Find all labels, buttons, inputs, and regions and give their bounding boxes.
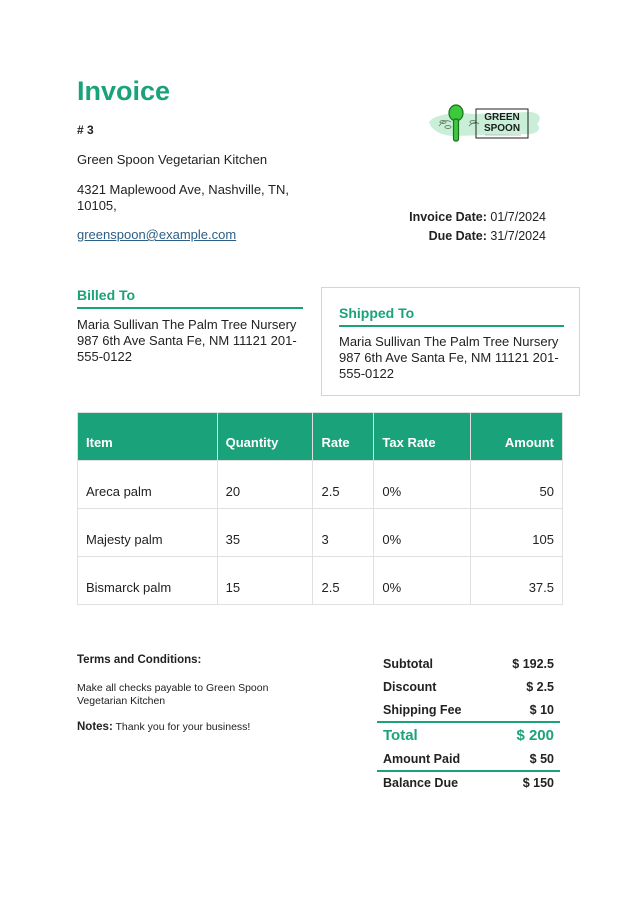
shipped-to-address: Maria Sullivan The Palm Tree Nursery 987 6th Ave Santa Fe, NM 11121 201-555-0122 [339,334,559,381]
col-header-tax-rate: Tax Rate [374,413,471,461]
discount-value: $ 2.5 [526,680,554,694]
cell-item: Majesty palm [78,509,218,557]
company-email-link[interactable]: greenspoon@example.com [77,227,237,242]
table-row [78,461,563,509]
invoice-dates [409,208,546,246]
invoice-date-label: Invoice Date: [409,210,487,224]
due-date-value: 31/7/2024 [490,229,546,243]
invoice-number: # 3 [77,123,94,137]
notes [77,721,250,733]
table-header-row [78,413,563,461]
notes-text: Thank you for your business! [112,721,251,733]
notes-label: Notes: [77,721,113,733]
table-row [78,509,563,557]
invoice-date-value: 01/7/2024 [490,210,546,224]
shipping-fee-value: $ 10 [529,703,554,717]
subtotal-label: Subtotal [383,657,433,671]
amount-paid-value: $ 50 [529,752,554,766]
total-label: Total [383,727,418,744]
cell-tax-rate: 0% [374,509,471,557]
col-header-item: Item [78,413,218,461]
billed-to-address: Maria Sullivan The Palm Tree Nursery 987 6th Ave Santa Fe, NM 11121 201-555-0122 [77,317,297,364]
col-header-quantity: Quantity [217,413,313,461]
cell-quantity: 15 [217,557,313,605]
cell-item: Bismarck palm [78,557,218,605]
shipped-to-heading: Shipped To [339,305,415,321]
balance-due-label: Balance Due [383,776,459,790]
cell-quantity: 35 [217,509,313,557]
total-value: $ 200 [516,727,554,744]
total-row [383,727,554,744]
balance-due-value: $ 150 [522,776,554,790]
cell-rate: 3 [313,509,374,557]
subtotal-value: $ 192.5 [512,657,554,671]
cell-amount: 50 [471,461,563,509]
cell-quantity: 20 [217,461,313,509]
col-header-rate: Rate [313,413,374,461]
col-header-amount: Amount [471,413,563,461]
amount-paid-row [383,752,554,766]
cell-rate: 2.5 [313,461,374,509]
terms-text: Make all checks payable to Green Spoon Vegetarian Kitchen [77,682,269,707]
items-table [77,412,563,605]
discount-row [383,680,554,694]
svg-text:SPOON: SPOON [483,123,521,134]
table-row [78,557,563,605]
cell-rate: 2.5 [313,557,374,605]
shipped-to-divider [339,325,564,327]
billed-to-heading: Billed To [77,287,136,303]
cell-tax-rate: 0% [374,461,471,509]
due-date-label: Due Date: [428,229,487,243]
terms-heading: Terms and Conditions: [77,654,202,666]
cell-tax-rate: 0% [374,557,471,605]
svg-text:GREEN: GREEN [484,112,520,123]
shipping-fee-row [383,703,554,717]
subtotal-row [383,657,554,671]
shipping-fee-label: Shipping Fee [383,703,462,717]
billed-to-divider [77,307,303,309]
total-divider-top [377,721,560,723]
balance-due-row [383,776,554,790]
invoice-title: Invoice [77,76,171,106]
cell-amount: 37.5 [471,557,563,605]
cell-amount: 105 [471,509,563,557]
amount-paid-label: Amount Paid [383,752,461,766]
cell-item: Areca palm [78,461,218,509]
discount-label: Discount [383,680,437,694]
total-divider-bottom [377,770,560,772]
company-name: Green Spoon Vegetarian Kitchen [77,152,268,167]
green-spoon-logo [425,100,545,144]
company-address: 4321 Maplewood Ave, Nashville, TN, 10105, [77,182,289,213]
